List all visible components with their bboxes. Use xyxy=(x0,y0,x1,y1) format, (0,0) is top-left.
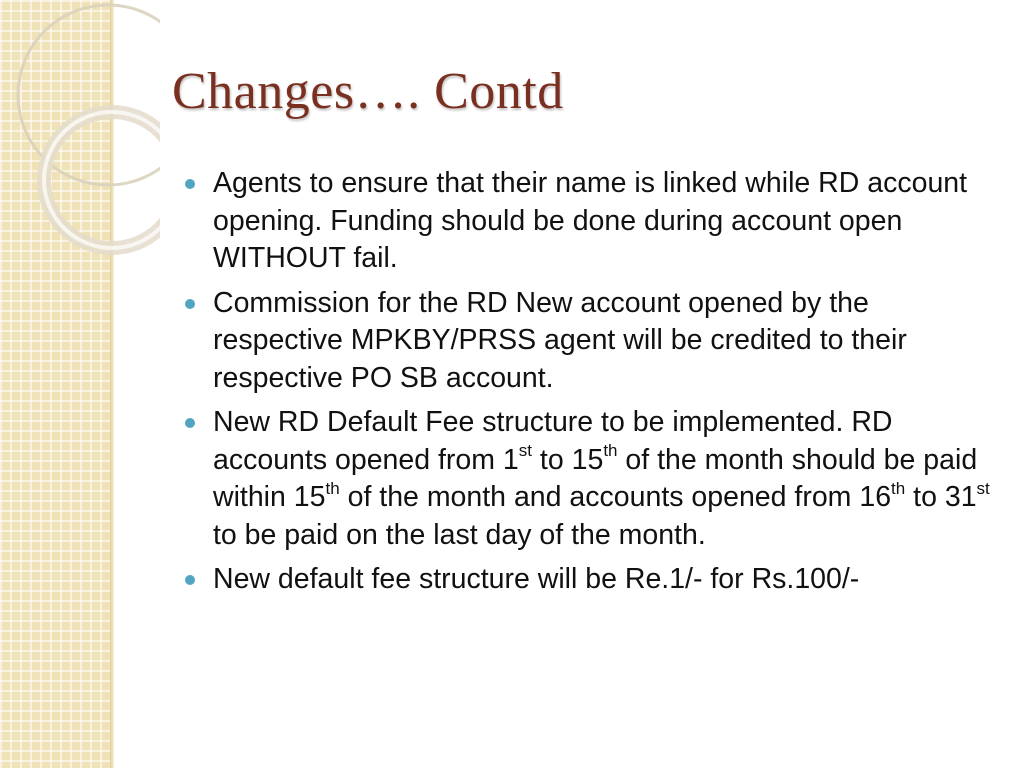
bullet-item xyxy=(185,561,995,599)
bullet-text: New default fee structure will be Re.1/- for Rs.100/- xyxy=(213,563,860,595)
bullet-text xyxy=(213,406,990,551)
text-segment: to 15 xyxy=(532,443,604,476)
ordinal-suffix: st xyxy=(518,441,533,460)
bullet-item xyxy=(185,404,995,554)
bullet-item xyxy=(185,285,995,398)
bullet-text: Commission for the RD New account opened by the respective MPKBY/PRSS agent will be credited to their respective PO SB account. xyxy=(213,286,907,394)
bullet-dot-icon xyxy=(185,179,195,189)
bullet-dot-icon xyxy=(185,299,195,309)
ordinal-suffix: th xyxy=(891,478,906,498)
bullet-dot-icon xyxy=(185,418,195,428)
text-segment: of the month and accounts opened from 16 xyxy=(339,481,892,513)
decorative-rings xyxy=(0,0,160,260)
ordinal-suffix: th xyxy=(325,478,340,498)
text-segment: to 31 xyxy=(905,481,977,513)
bullet-list xyxy=(185,165,995,606)
ordinal-suffix: th xyxy=(603,441,618,460)
text-segment: to be paid on the last day of the month. xyxy=(213,518,706,551)
text-segment: of the month should be paid within 15 xyxy=(213,443,978,513)
bullet-text: Agents to ensure that their name is linked while RD account opening. Funding should be done during account open WITHOUT fail. xyxy=(213,167,968,274)
text-segment: New RD Default Fee structure to be implemented. RD accounts opened from 1 xyxy=(213,406,893,476)
bullet-dot-icon xyxy=(185,575,195,585)
slide-title: Changes…. Contd xyxy=(172,63,564,120)
bullet-item xyxy=(185,165,995,278)
ordinal-suffix: st xyxy=(976,478,990,498)
